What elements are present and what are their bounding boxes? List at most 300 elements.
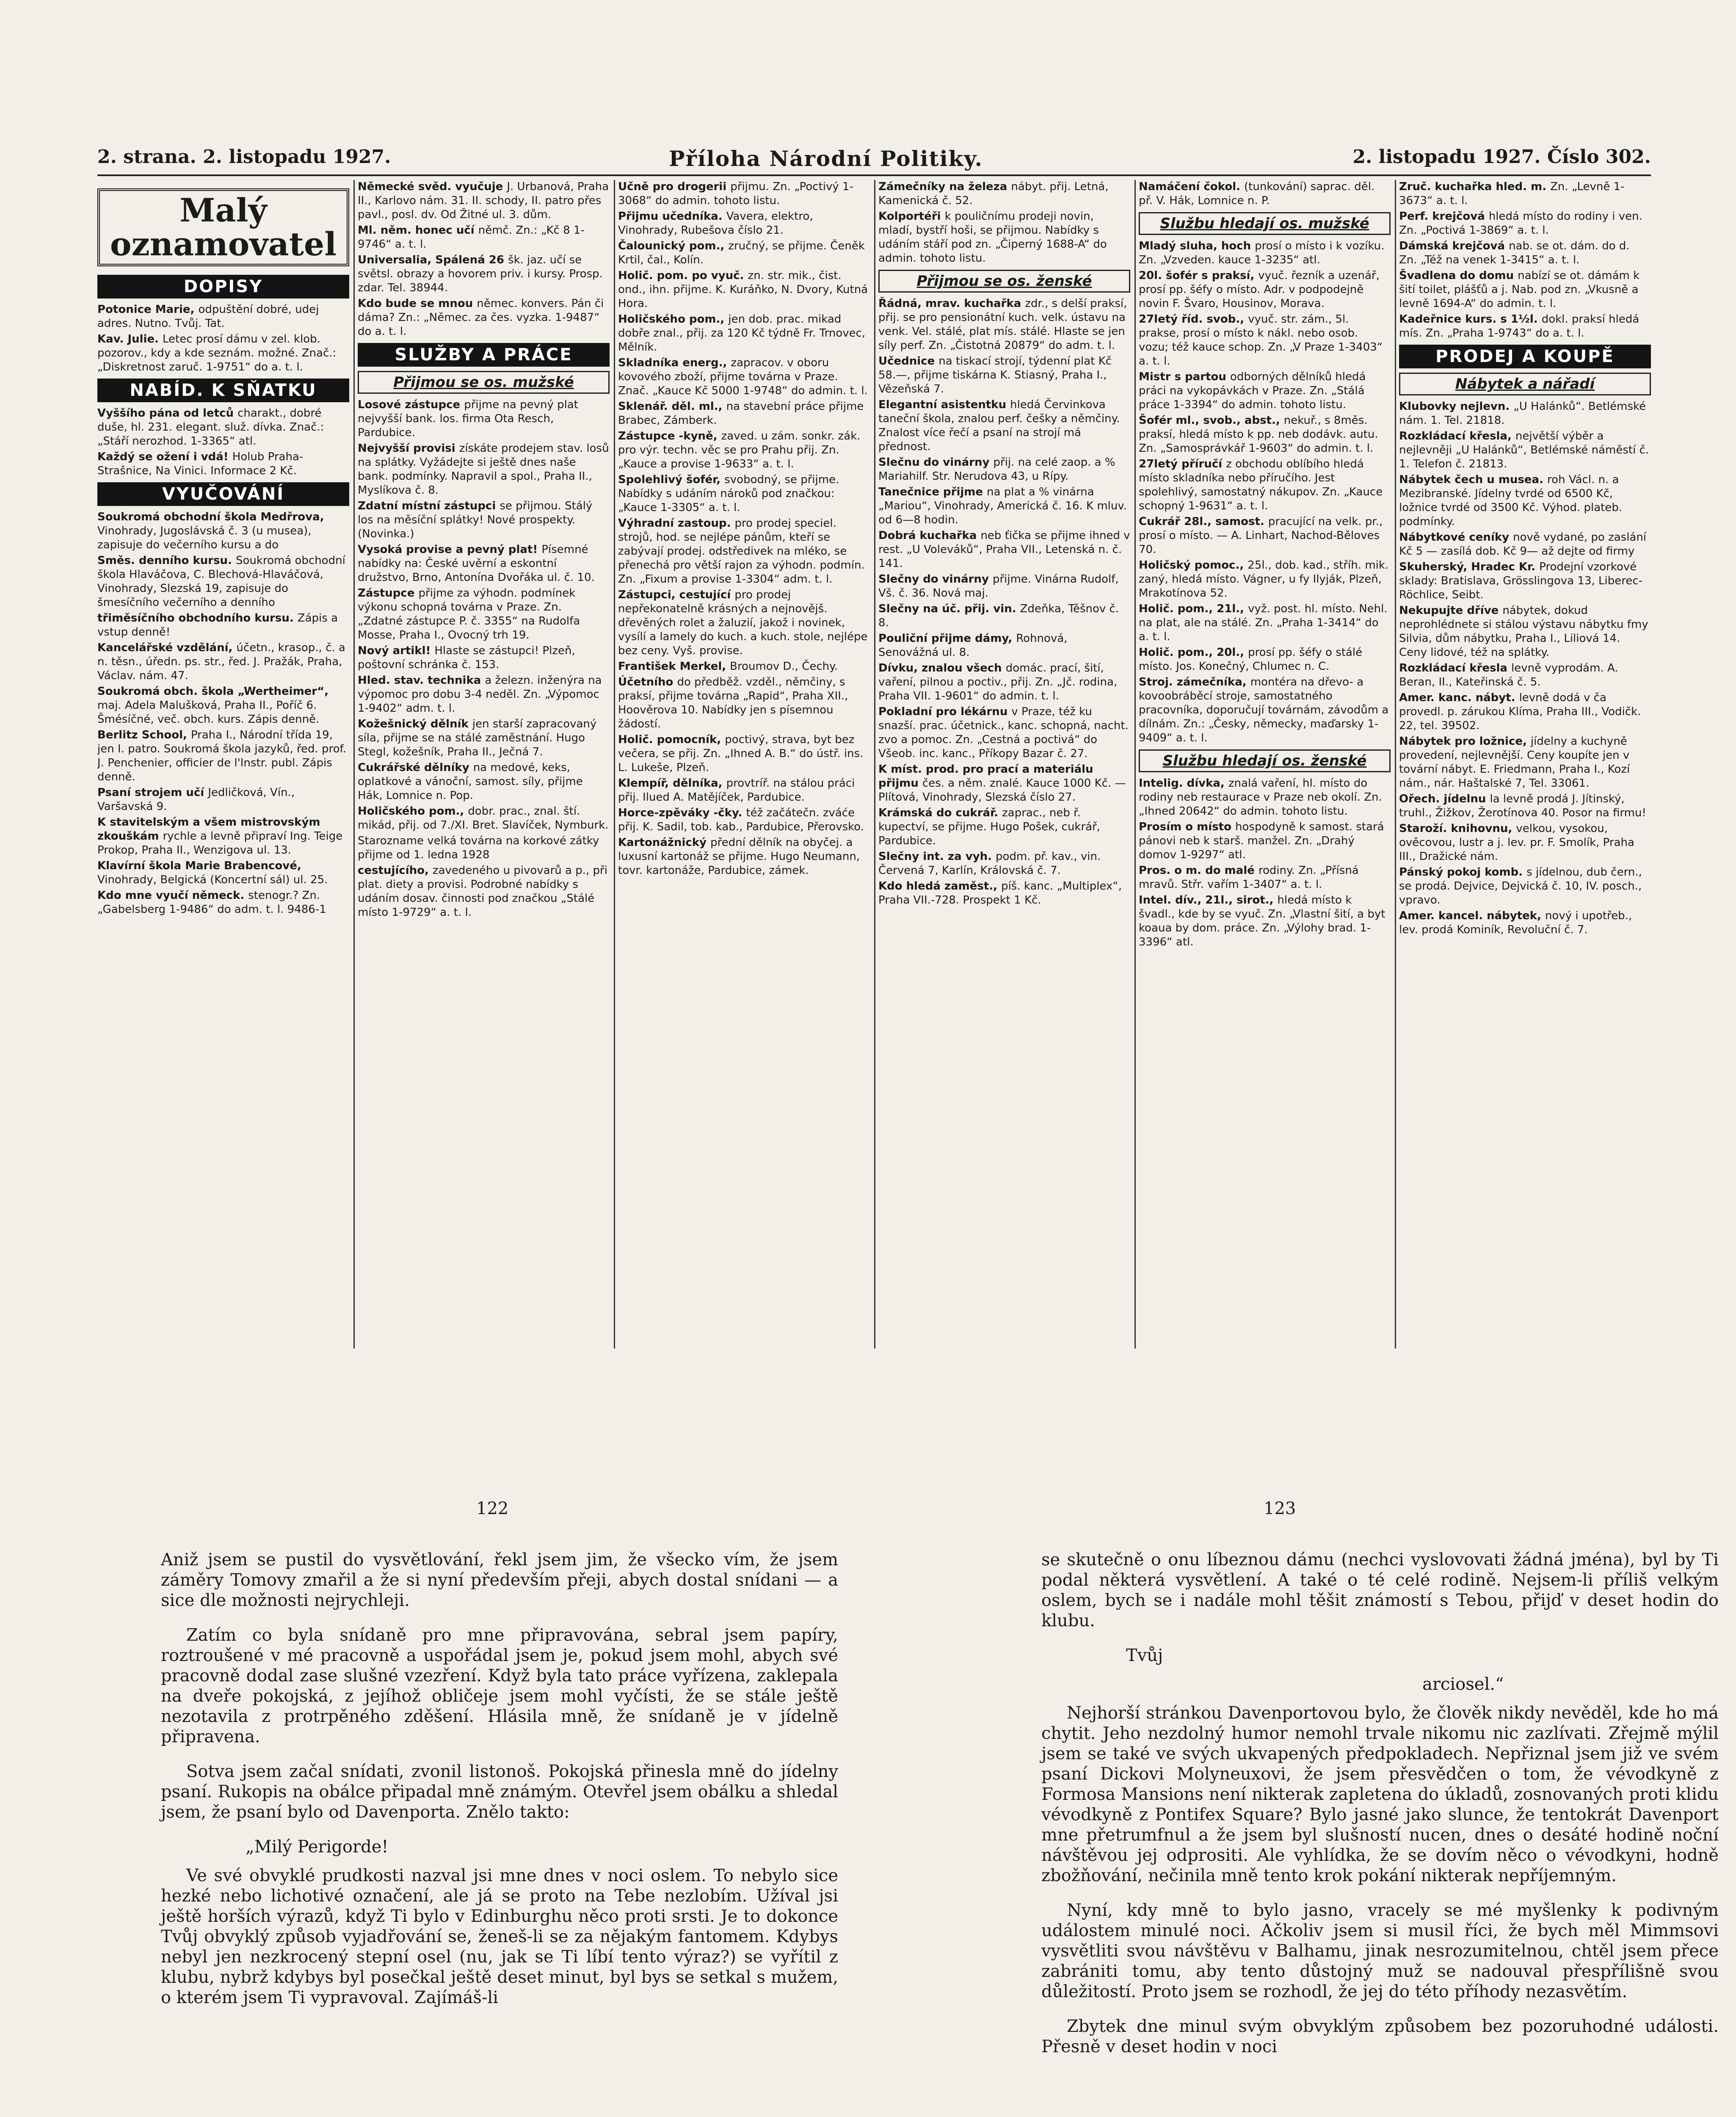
classified-ad	[618, 777, 870, 804]
ad-title: Hled. stav. technika	[358, 674, 485, 687]
ad-text: na tiskací strojí, týdenní plat Kč 58.—, přijme tiskárna K. Stiasný, Praha I., Vězeňská 7.	[878, 355, 1112, 395]
ad-title: Učně pro drogerii	[618, 180, 731, 193]
ad-text: pro prodej speciel. strojů, hod. se nejlépe pánům, kteří se zabývají prodej. odstředivek na mléko, se přenechá pro větší rajon za výhodn. podmín. Zn. „Fixum a provise 1-3304“ adm. t. l.	[618, 517, 865, 586]
classified-ad	[878, 602, 1130, 630]
ad-column	[618, 180, 870, 1349]
ad-title: Kancelářské vzdělání,	[97, 641, 237, 654]
ad-title: Přijmu učedníka.	[618, 210, 726, 223]
classified-ad	[618, 675, 870, 731]
ad-title: Intelig. dívka,	[1139, 777, 1228, 790]
ad-title: František Merkel,	[618, 660, 730, 673]
ad-title: třiměsíčního obchodního kursu.	[97, 612, 298, 625]
ad-title: Učednice	[878, 355, 939, 368]
classified-ad	[97, 450, 349, 478]
book-paragraph: Nyní, kdy mně to bylo jasno, vracely se mé myšlenky k podivným událostem minulé noci. Ačkoliv jsem si musil říci, že bych měl Mimmsovi vysvětliti svou návštěvu v Balhamu, jinak nesrozumitelnou, chtěl jsem přece zabrániti tomu, aby tento důstojný muž se nadouval přespřílišně svou důležitostí. Proto jsem se rozhodl, že jej do této příhody nezasvětím.	[1041, 1901, 1719, 2001]
ad-title: Amer. kanc. nábyt.	[1399, 691, 1519, 704]
subsection-header: Nábytek a nářadí	[1399, 373, 1651, 395]
book-paragraph: se skutečně o onu líbeznou dámu (nechci vyslovovati žádná jména), byl by Ti podal některá vysvětlení. A také o té celé rodině. Nejsem-li příliš velkým oslem, bych se i nadále mohl těšit známostí s Tebou, přijď v deset hodin do klubu.	[1041, 1550, 1719, 1631]
ad-text: neb ťička se přijme ihned v rest. „U Voleváků“, Praha VII., Letenská n. č. 141.	[878, 529, 1130, 570]
ad-title: Pros. o m. do malé	[1139, 864, 1259, 877]
classified-ad	[358, 864, 610, 920]
classified-ad	[878, 879, 1130, 907]
ad-text: účetn., krasop., č. a n. těsn., úředn. ps. str., řed. J. Pražák, Praha, Václav. nám. 47.	[97, 641, 345, 682]
ad-title: Berlitz School,	[97, 729, 191, 741]
classified-ad	[97, 641, 349, 683]
ad-text: vyuč. řezník a uzenář, prosí pp. šéfy o místo. Adr. v podpodejně novin F. Švaro, Housinov, Morava.	[1139, 269, 1380, 310]
classified-ad	[358, 499, 610, 541]
ad-text: pracující na velk. pr., prosí o místo. — A. Linhart, Nachod-Běloves 70.	[1139, 515, 1383, 556]
classified-ad	[97, 728, 349, 784]
ad-title: Soukromá obch. škola „Wertheimer“,	[97, 685, 329, 698]
ad-title: Německé svěd. vyučuje	[358, 180, 507, 193]
classified-ad	[878, 705, 1130, 761]
classified-ad	[1139, 457, 1391, 513]
ad-text: Broumov D., Čechy.	[730, 660, 838, 673]
classified-ad	[1139, 893, 1391, 949]
ad-title: Vysoká provise a pevný plat!	[358, 543, 542, 556]
classified-ad	[878, 456, 1130, 484]
ad-title: Elegantní asistentku	[878, 398, 1010, 411]
ad-text: píš. kanc. „Multiplex“, Praha VII.-728. Prospekt 1 Kč.	[878, 880, 1122, 906]
ad-title: Holičského pom.,	[358, 805, 468, 818]
ad-title: Účetního	[618, 676, 677, 688]
ad-text: Jedličková, Vín., Varšavská 9.	[97, 786, 295, 813]
ad-title: Kdo mne vyučí německ.	[97, 889, 248, 902]
ad-text: poctivý, strava, byt bez večera, se přij. Zn. „Ihned A. B.“ do ústř. ins. L. Lukeše, Plzeň.	[618, 733, 864, 774]
section-masthead: Malý oznamovatel	[97, 188, 349, 266]
ad-title: Řádná, mrav. kuchařka	[878, 297, 1025, 310]
book-paragraph: Zatím co byla snídaně pro mne připravována, sebral jsem papíry, roztroušené v mé pracovně a uspořádal jsem je, pokud jsem mohl, abych své pracovně dodal zase slušné vzezření. Když byla tato práce vyřízena, zaklepala na dveře pokojská, z jejíhož obličeje jsem mohl vyčísti, že se stále ještě nezotavila z protrpěného zděšení. Hlásila mně, že snídaně je v jídelně připravena.	[161, 1625, 838, 1747]
ad-title: Slečny na úč. přij. vin.	[878, 602, 1020, 615]
classified-ad	[97, 406, 349, 448]
column-rule	[353, 180, 355, 1349]
ad-text: z obchodu oblíbího hledá místo skladníka nebo příručího. Jest spolehlivý, samostatný nákupov. Zn. „Kauce schopný 1-9631“ a. t. l.	[1139, 458, 1383, 512]
ad-text: montéra na dřevo- a kovoobráběcí stroje, samostatného pracovníka, doporučují továrnám, závodům a dílnám. Zn.: „Česky, německy, maďarsky 1-9409“ a. t. l.	[1139, 676, 1389, 744]
ad-text: k pouličnímu prodeji novin, mladí, bystří hoši, se přijmou. Nabídky s udáním stáří pod zn. „Čiperný 1688-A“ do admin. tohoto listu.	[878, 210, 1107, 265]
classified-ad	[1399, 691, 1651, 733]
ad-text: zapracov. v oboru kovového zboží, přijme továrna v Praze. Znač. „Kauce Kč 5000 1-9748“ do admin. t. l.	[618, 357, 868, 397]
ad-text: „U Halánků“. Betlémské nám. 1. Tel. 21818.	[1399, 400, 1646, 427]
ad-text: pro prodej nepřekonatelně krásných a nejnovějš. dřevěných rolet a žaluzií, jakož i novinek, vysílí a lamely do kuch. a kuch. stole, nejlépe bez ceny. Vyš. provise.	[618, 589, 868, 657]
ad-title: Skladníka energ.,	[618, 357, 731, 369]
book-paragraph: Sotva jsem začal snídati, zvonil listonoš. Pokojská přinesla mně do jídelny psaní. Rukopis na obálce připadal mně známým. Otevřel jsem obálku a shledal jsem, že psaní bylo od Davenporta. Znělo takto:	[161, 1762, 838, 1822]
classified-ad	[1399, 560, 1651, 602]
ad-text: nekuř., s 8měs. praksí, hledá místo k pp. neb dodávk. autu. Zn. „Samosprávkář 1-9603“ do admin. t. l.	[1139, 414, 1378, 455]
classified-ad	[97, 815, 349, 857]
ad-title: Nejvyšší provisi	[358, 442, 459, 455]
ad-text: nab. se ot. dám. do d. Zn. „Též na venek 1-3415“ a. t. l.	[1399, 240, 1630, 266]
ad-title: Zdatní místní zástupci	[358, 500, 500, 512]
ad-title: Potonice Marie,	[97, 303, 199, 316]
ad-text: zn. str. mik., čist. ond., ihn. přijme. K. Kuráňko, N. Dvory, Kutná Hora.	[618, 269, 868, 310]
ad-text: nový i upotřeb., lev. prodá Kominík, Revoluční č. 7.	[1399, 909, 1632, 936]
header-left: 2. strana. 2. listopadu 1927.	[97, 146, 391, 168]
book-paragraph: Aniž jsem se pustil do vysvětlování, řekl jsem jim, že všecko vím, že jsem záměry Tomovy zmařil a že si nyní především přeji, abych dostal snídani — a sice dle možnosti nejrychleji.	[161, 1550, 838, 1610]
column-rule	[874, 180, 875, 1349]
ad-text: Zdeňka, Těšnov č. 8.	[878, 602, 1119, 629]
ad-text: odpuštění dobré, udej adres. Nutno. Tvůj. Tat.	[97, 303, 319, 330]
ad-title: cestujícího,	[358, 864, 433, 877]
classified-ad	[878, 398, 1130, 454]
header-title: Příloha Národní Politiky.	[669, 146, 983, 171]
ad-title: Nábytek čech u musea.	[1399, 473, 1548, 486]
ad-text: hledá Červinkova taneční škola, znalou perf. češky a němčiny. Znalost více řečí a psaní na strojí má přednost.	[878, 398, 1120, 453]
ad-title: Zruč. kuchařka hled. m.	[1399, 180, 1551, 193]
classified-ad	[358, 297, 610, 339]
ad-column	[97, 180, 349, 1349]
ad-title: Krámská do cukrář.	[878, 807, 1002, 819]
ad-title: Dívku, znalou všech	[878, 662, 1006, 674]
ad-title: 20l. šofér s praksí,	[1139, 269, 1259, 282]
classified-ad	[618, 356, 870, 398]
classified-ad	[1139, 558, 1391, 600]
ad-title: Intel. dív., 21l., sirot.,	[1139, 894, 1278, 906]
ad-text: zaved. u zám. sonkr. zák. pro výr. techn. věc se pro Prahu přij. Zn. „Kauce a provise 1-9633“ a. t. l.	[618, 430, 861, 470]
ad-text: rodiny. Zn. „Přísná mravů. Střr. vařím 1-3407“ a. t. l.	[1139, 864, 1359, 891]
classified-ad	[1399, 239, 1651, 267]
ad-text: se přijmou. Stálý los na měsíční splátky! Nové prospekty. (Novinka.)	[358, 500, 593, 540]
ad-title: Kartonážnický	[618, 836, 711, 849]
classified-ad	[878, 354, 1130, 396]
ad-title: Rozkládací křesla	[1399, 662, 1512, 674]
ad-text: znalá vaření, hl. místo do rodiny neb restaurace v Praze neb okolí. Zn. „Ihned 20642“ do admin. tohoto listu.	[1139, 777, 1382, 818]
ad-text: Prodejní vzorkové sklady: Bratislava, Grösslingova 13, Liberec-Röchlice, Seibt.	[1399, 561, 1643, 601]
ad-title: Rozkládací křesla,	[1399, 430, 1515, 442]
classified-ad	[1399, 822, 1651, 864]
ad-text: vyž. post. hl. místo. Nehl. na plat, ale na stálé. Zn. „Praha 1-3414“ do a. t. l.	[1139, 602, 1388, 643]
ad-title: Slečnu do vinárny	[878, 456, 994, 469]
ad-text: největší výběr a nejlevněji „U Halánků“, Betlémské náměstí č. 1. Telefon č. 21813.	[1399, 430, 1649, 470]
classified-ad	[1139, 515, 1391, 557]
ad-title: Tanečnice přijme	[878, 486, 987, 498]
ad-text: prosí pp. šéfy o stálé místo. Jos. Konečný, Chlumec n. C.	[1139, 646, 1363, 673]
ad-text: v Praze, též ku snazší. prac. účetnick., kanc. schopná, nacht. zvo a pomoc. Zn. „Cestná a poctivá“ do Všeob. inc. kanc., Příkopy Bazar č. 27.	[878, 705, 1129, 760]
ad-text: přijme na pevný plat nejvyšší bank. los. firma Ota Resch, Pardubice.	[358, 398, 578, 439]
classified-ad	[97, 611, 349, 639]
ad-text: Starozname velká továrna na korkové zátky přijme od 1. ledna 1928	[358, 835, 599, 861]
ad-text: dokl. praksí hledá mís. Zn. „Praha 1-9743“ do a. t. l.	[1399, 313, 1639, 340]
ad-title: Slečny int. za vyh.	[878, 850, 996, 863]
ad-title: Klavírní škola Marie Brabencové,	[97, 860, 301, 872]
ad-text: hospodyně k samost. stará pánovi neb k starš. manžel. Zn. „Drahý domov 1-9297“ atl.	[1139, 821, 1384, 861]
book-paragraph: „Milý Perigorde!	[246, 1837, 389, 1857]
classified-ad	[1399, 531, 1651, 558]
ad-text: přední dělník na obyčej. a luxusní kartonáž se přijme. Hugo Neumann, tovr. kartonáže, Pardubice, zámek.	[618, 836, 860, 877]
column-rule	[1395, 180, 1396, 1349]
ad-text: na plat a % vinárna „Mariou“, Vinohrady, Americká č. 16. K mluv. od 6—8 hodin.	[878, 486, 1127, 526]
header-right: 2. listopadu 1927. Číslo 302.	[1352, 146, 1651, 168]
classified-ad	[618, 312, 870, 354]
ad-title: Holičský pomoc.,	[1139, 559, 1248, 572]
book-paragraph: Tvůj	[1126, 1646, 1163, 1665]
ad-title: Slečny do vinárny	[878, 573, 993, 586]
ad-text: domác. prací, šití, vaření, pilnou a poctiv., přij. Zn. „Jč. rodina, Praha VII. 1-9601“ do admin. t. l.	[878, 662, 1118, 702]
classified-ad	[1399, 792, 1651, 820]
classified-ad	[97, 786, 349, 814]
classified-ad	[358, 717, 610, 759]
ad-text: podm. př. kav., vin. Červená 7, Karlín, Královská č. 7.	[878, 850, 1101, 877]
ad-text: Vavera, elektro, Vinohrady, Rubešova číslo 21.	[618, 210, 813, 237]
classified-ad	[1139, 777, 1391, 818]
ad-title: Nábytek pro ložnice,	[1399, 735, 1531, 748]
classified-ad	[1139, 370, 1391, 412]
ad-text: a železn. inženýra na výpomoc pro dobu 3-4 neděl. Zn. „Výpomoc 1-9402“ adm. t. l.	[358, 674, 602, 715]
classified-ad	[878, 763, 1130, 804]
classified-ad	[618, 660, 870, 674]
ad-text: jídelny a kuchyně provedení, nejlevnější. Ceny koupíte jen v tovární nábyt. E. Friedmann, Praha I., Kozí nám., nár. Haštalské 7, Tel. 33061.	[1399, 735, 1630, 790]
ad-text: 25l., dob. kad., stříh. mik. zaný, hledá místo. Vágner, u fy Ilyják, Plzeň, Mrakotínova 52.	[1139, 559, 1389, 600]
ad-column	[1399, 180, 1651, 1349]
ad-column	[358, 180, 610, 1349]
ad-title: Pánský pokoj komb.	[1399, 866, 1527, 879]
classified-ad	[97, 510, 349, 552]
section-header: DOPISY	[97, 275, 349, 298]
ad-text: svobodný, se přijme. Nabídky s udáním nároků pod značkou: „Kauce 1-3305“ a. t. l.	[618, 473, 839, 514]
ad-text: s jídelnou, dub čern., se prodá. Dejvice, Dejvická č. 10, IV. posch., vpravo.	[1399, 866, 1642, 906]
ad-title: Klempíř, dělníka,	[618, 777, 726, 790]
ad-text: Holub Praha-Strašnice, Na Vinici. Informace 2 Kč.	[97, 450, 304, 477]
classified-ad	[1399, 312, 1651, 340]
ad-title: Vyššího pána od letců	[97, 407, 238, 420]
ad-title: Švadlena do domu	[1399, 269, 1518, 282]
ad-title: Směs. denního kursu.	[97, 554, 236, 567]
ad-text: získáte prodejem stav. losů na splátky. Vyžádejte si ještě dnes naše bank. podmínky. Napravil a spol., Praha II., Myslíkova č. 8.	[358, 442, 609, 497]
ad-text: přijme za výhodn. podmínek výkonu schopná továrna v Praze. Zn. „Zdatné zástupce P. č. 3355“ na Rudolfa Mosse, Praha I., Ovocný trh 19.	[358, 587, 580, 641]
ad-title: Horce-zpěváky -čky.	[618, 807, 746, 819]
ad-title: Holič. pom., 20l.,	[1139, 646, 1248, 659]
classified-ad	[618, 400, 870, 428]
ad-title: Soukromá obchodní škola Medřrova,	[97, 511, 324, 523]
classified-ad	[618, 180, 870, 208]
ad-text: roh Václ. n. a Mezibranské. Jídelny tvrdé od 6500 Kč, ložnice tvrdé od 3500 Kč. Výhod. plateb. podmínky.	[1399, 473, 1623, 528]
ad-column	[1139, 180, 1391, 1349]
ad-text: hledá místo do rodiny i ven. Zn. „Poctivá 1-3869“ a. t. l.	[1399, 210, 1642, 237]
classified-ad	[618, 239, 870, 267]
ad-text: la levně prodá J. Jítinský, truhl., Žižkov, Žerotínova 40. Posor na firmu!	[1399, 793, 1646, 819]
book-paragraph: Nejhorší stránkou Davenportovou bylo, že člověk nikdy nevěděl, kde ho má chytit. Jeho nezdolný humor nemohl trvale nikomu nic zazlívati. Zřejmě mýlil jsem se také ve svých ukvapených předpokladech. Nepřiznal jsem již ve svém psaní Dickovi Molyneuxovi, že jsem přesvědčen o tom, že vévodkyně z Formosa Mansions není nikterak zapletena do úkladů, zosnovaných proti klidu vévodkyně z Pontifex Square? Bylo jasné jako slunce, že tentokrát Davenport mne přetrumfnul a že jsem byl slušností nucen, dnes o desáté hodině noční návštěvou jej odprositi. Ale vyhlídka, že se dovím něco o vévodkyni, hodně zbožňování, nečinila mně tento krok pokání nikterak nepříjemným.	[1041, 1703, 1719, 1885]
classified-ad	[1139, 820, 1391, 862]
classified-ad	[618, 473, 870, 515]
ad-text: šk. jaz. učí se světsl. obrazy a hovorem priv. i kursy. Prosp. zdar. Tel. 38944.	[358, 254, 603, 294]
ad-text: Rohnová, Senovážná ul. 8.	[878, 632, 1068, 659]
classified-ad	[878, 529, 1130, 571]
ad-text: nábytek, dokud neprohlédnete si stálou výstavu nábytku fmy Silvia, dům nábytku, Praha I., Liliová 14. Ceny lidové, též na splátky.	[1399, 604, 1648, 659]
ad-text: levně dodá v ča provedl. p. zárukou Klíma, Praha III., Vodičk. 22, tel. 39502.	[1399, 691, 1641, 732]
classified-ad	[358, 180, 610, 222]
book-paragraph: Ve své obvyklé prudkosti nazval jsi mne dnes v noci oslem. To nebylo sice hezké nebo lichotivé označení, ale já se proto na Tebe nezlobím. Užíval jsi ještě horších výrazů, když Ti bylo v Edinburghu něco proti srsti. Je to dokonce Tvůj obvyklý způsob vyjadřování se, ženeš-li se za nějakým fantomem. Kdybys nebyl jen nezkrocený stepní osel (nu, jak se Ti líbí tento výraz?) se vyřítil z klubu, nybrž kdybys byl posečkal ještě deset minut, byl bys se setkal s mužem, o kterém jsem Ti vypravoval. Zajímáš-li	[161, 1866, 838, 2007]
ad-text: jen dob. prac. mikad dobře znal., přij. za 120 Kč týdně Fr. Trnovec, Mělník.	[618, 313, 866, 354]
subsection-header: Službu hledají os. mužské	[1139, 212, 1391, 235]
ad-title: Dobrá kuchařka	[878, 529, 981, 542]
classified-ad	[878, 485, 1130, 527]
ad-text: zavedeného u pivovarů a p., při plat. diety a provisi. Podrobné nabídky s udáním dosav. činnosti pod značkou „Stálé místo 1-9729“ a. t. l.	[358, 864, 607, 919]
ad-text: stenogr.? Zn. „Gabelsberg 1-9486“ do adm. t. l. 9486-1	[97, 889, 326, 916]
ad-text: maj. Adela Malušková, Praha II., Poříč 6. Šmésíčné, več. obch. kurs. Zápis denně.	[97, 699, 320, 726]
classified-ad	[1139, 180, 1391, 208]
classified-ad	[358, 834, 610, 862]
subsection-header: Přijmou se os. mužské	[358, 371, 610, 394]
ad-title: K míst. prod. pro prací a materiálu přijmu	[878, 763, 1093, 790]
ad-text: přijme. Vinárna Rudolf, Vš. č. 36. Nová maj.	[878, 573, 1119, 600]
ad-text: na medové, keks, oplatkové a vánoční, samost. síly, přijme Hák, Lomnice n. Pop.	[358, 761, 583, 802]
classified-ad	[1139, 312, 1391, 368]
classified-ad	[1139, 414, 1391, 456]
ad-title: Ml. něm. honec učí	[358, 224, 478, 237]
ad-title: Výhradní zastoup.	[618, 517, 735, 530]
ad-text: Písemné nabídky na: České uvěrní a eskontní družstvo, Brno, Antonína Dvořáka ul. č. 10.	[358, 543, 595, 584]
classified-ad	[878, 210, 1130, 265]
ad-title: Staroží. knihovnu,	[1399, 822, 1516, 835]
ad-column	[878, 180, 1130, 1349]
classified-ad	[358, 644, 610, 672]
ad-title: Psaní strojem učí	[97, 786, 208, 799]
column-rule	[614, 180, 615, 1349]
classified-ad	[358, 543, 610, 585]
section-header: VYUČOVÁNÍ	[97, 482, 349, 506]
classified-ad	[358, 761, 610, 803]
ad-text: Hlaste se zástupci! Plzeň, poštovní schránka č. 153.	[358, 644, 575, 671]
classified-ad	[1399, 473, 1651, 529]
ad-title: Skuherský, Hradec Kr.	[1399, 561, 1540, 573]
ad-title: Šofér ml., svob., abst.,	[1139, 414, 1284, 427]
ad-text: (tunkování) saprac. děl. př. V. Hák, Lomnice n. P.	[1139, 180, 1375, 207]
classified-ad	[358, 398, 610, 440]
ad-text: do předběž. vzděl., němčiny, s praksí, přijme továrna „Rapid“, Praha XII., Hoověrova 10. Nabídky jen s písemnou žádostí.	[618, 676, 848, 730]
classified-ad	[878, 572, 1130, 600]
ad-text: velkou, vysokou, ověcovou, lustr a j. lev. pr. F. Smolík, Praha III., Dražické nám.	[1399, 822, 1634, 863]
ad-text: Soukromá obchodní škola Hlaváčova, C. Blechová-Hlaváčová, Vinohrady, Slezská 19, zapisuje do šmesíčního večerního a denního	[97, 554, 345, 609]
ad-title: Každý se ožení i vdá!	[97, 450, 232, 463]
ad-title: Losové zástupce	[358, 398, 464, 411]
page-header	[97, 146, 1651, 171]
classified-ad	[97, 859, 349, 887]
classified-ad	[618, 806, 870, 834]
classified-ad	[878, 661, 1130, 703]
ad-title: Perf. krejčová	[1399, 210, 1489, 223]
ad-title: K stavitelským a všem mistrovským zkouškám	[97, 816, 320, 843]
book-page-right	[1041, 1550, 1719, 2071]
ad-text: Zn. „Levně 1-3673“ a. t. l.	[1399, 180, 1625, 207]
ad-title: Zástupce	[358, 587, 419, 600]
ad-title: Čalounický pom.,	[618, 240, 729, 252]
column-rule	[1134, 180, 1136, 1349]
classified-ad	[97, 303, 349, 331]
ad-text: nábyt. přij. Letná, Kamenická č. 52.	[878, 180, 1109, 207]
ad-title: Klubovky nejlevn.	[1399, 400, 1514, 413]
classified-ad	[97, 685, 349, 727]
section-header: NABÍD. K SŇATKU	[97, 379, 349, 402]
ad-text: Zápis a vstup denně!	[97, 612, 338, 638]
ad-title: Universalia, Spálená 26	[358, 254, 508, 266]
classified-ad	[1399, 180, 1651, 208]
classified-ads	[97, 180, 1651, 1349]
ad-title: Pouliční přijme dámy,	[878, 632, 1016, 645]
classified-ad	[358, 804, 610, 832]
ad-title: Nekupujte dříve	[1399, 604, 1503, 617]
classified-ad	[878, 297, 1130, 353]
ad-text: nově vydané, po zaslání Kč 5 — zasílá dob. Kč 9— až dejte od firmy	[1399, 531, 1647, 558]
classified-ad	[1139, 675, 1391, 745]
classified-ad	[618, 210, 870, 238]
book-paragraph: Zbytek dne minul svým obvyklým způsobem bez pozoruhodné události. Přesně v deset hodin v noci	[1041, 2017, 1719, 2056]
subsection-header: Službu hledají os. ženské	[1139, 749, 1391, 772]
ad-title: Ořech. jídelnu	[1399, 793, 1490, 805]
ad-text: čes. a něm. znalé. Kauce 1000 Kč. — Plítová, Vinohrady, Slezská číslo 27.	[878, 777, 1126, 804]
ad-text: J. Urbanová, Praha II., Karlovo nám. 31. II. schody, II. patro přes pavl., posl. dv. Od Žitné ul. 3. dům.	[358, 180, 609, 221]
ad-text: odborných dělníků hledá práci na vykopávkách v Praze. Zn. „Stálá práce 1-3394“ do admin. tohoto listu.	[1139, 370, 1366, 411]
ad-title: Nábytkové ceníky	[1399, 531, 1513, 544]
classified-ad	[618, 836, 870, 878]
classified-ad	[1139, 239, 1391, 267]
section-header: SLUŽBY A PRÁCE	[358, 343, 610, 367]
ad-text: zaprac., neb ř. kupectví, se přijme. Hugo Pošek, cukrář, Pardubice.	[878, 807, 1101, 847]
ad-title: Mistr s partou	[1139, 370, 1230, 383]
ad-title: Prosím o místo	[1139, 821, 1236, 833]
classified-ad	[1399, 604, 1651, 660]
classified-ad	[618, 588, 870, 658]
ad-title: Kdo hledá zaměst.,	[878, 880, 1002, 893]
ad-title: Stroj. zámečníka,	[1139, 676, 1250, 688]
ad-text: Praha I., Národní třída 19, jen I. patro. Soukromá škola jazyků, řed. prof. J. Penchenier, officier de l'Instr. publ. Zápis denně.	[97, 729, 347, 783]
classified-ad	[618, 517, 870, 586]
ad-title: Holič. pomocník,	[618, 733, 725, 746]
ad-title: Mladý sluha, hoch	[1139, 240, 1255, 252]
ad-text: Letec prosí dámu v zel. klob. pozorov., kdy a kde seznám. možné. Znač.: „Diskretnost zaruč. 1-9751“ do a. t. l.	[97, 333, 337, 373]
book-page-left	[161, 1550, 838, 2022]
ad-text: levně vyprodám. A. Beran, II., Kateřinská č. 5.	[1399, 662, 1618, 688]
classified-ad	[1139, 864, 1391, 892]
ad-text: prosí o místo i k vozíku. Zn. „Vzveden. kauce 1-3235“ atl.	[1139, 240, 1385, 266]
classified-ad	[878, 180, 1130, 208]
classified-ad	[878, 806, 1130, 848]
ad-text: hledá místo k švadl., kde by se vyuč. Zn. „Vlastní šití, a byt koaua by dom. práce. Zn. „Výlohy brad. 1-3396“ atl.	[1139, 894, 1385, 948]
classified-ad	[1399, 865, 1651, 907]
classified-ad	[358, 586, 610, 642]
ad-title: Holič. pom. po vyuč.	[618, 269, 748, 282]
classified-ad	[1399, 735, 1651, 790]
classified-ad	[618, 269, 870, 311]
classified-ad	[97, 332, 349, 374]
classified-ad	[358, 442, 610, 497]
ad-title: Sklenář. děl. ml.,	[618, 400, 726, 413]
ad-text: zručný, se přijme. Čeněk Krtil, čal., Kolín.	[618, 240, 865, 266]
ad-text: na stavební práce přijme Brabec, Zámberk.	[618, 400, 864, 427]
classified-ad	[1399, 269, 1651, 311]
ad-title: Kadeřnice kurs. s 1½l.	[1399, 313, 1542, 326]
ad-title: Zámečníky na železa	[878, 180, 1011, 193]
header-rule	[97, 174, 1651, 176]
ad-title: Kožešnický dělník	[358, 718, 472, 730]
ad-title: Cukrář 28l., samost.	[1139, 515, 1268, 528]
ad-title: Spolehlivý šofér,	[618, 473, 725, 486]
ad-text: přij. na celé zaop. a % Mariahilf. Str. Nerudova 43, u Rípy.	[878, 456, 1115, 483]
classified-ad	[97, 889, 349, 917]
classified-ad	[1399, 661, 1651, 689]
classified-ad	[97, 554, 349, 610]
ad-title: Dámská krejčová	[1399, 240, 1509, 252]
ad-title: Amer. kancel. nábytek,	[1399, 909, 1546, 922]
ad-title: Zástupci, cestující	[618, 589, 735, 601]
classified-ad	[1399, 429, 1651, 471]
ad-text: Vinohrady, Belgická (Koncertní sál) ul. 25.	[97, 873, 328, 886]
ad-title: Kolportéři	[878, 210, 945, 223]
ad-text: charakt., dobré duše, hl. 231. elegant. služ. dívka. Znač.: „Stáří nerozhod. 1-3365“ atl.	[97, 407, 324, 448]
ad-title: Namáčení čokol.	[1139, 180, 1245, 193]
subsection-header: Přijmou se os. ženské	[878, 270, 1130, 293]
ad-text: němč. Zn.: „Kč 8 1-9746“ a. t. l.	[358, 224, 585, 251]
ad-text: rychle a levně připraví Ing. Teige Prokop, Praha II., Wenzigova ul. 13.	[97, 830, 343, 857]
classified-ad	[1399, 400, 1651, 428]
